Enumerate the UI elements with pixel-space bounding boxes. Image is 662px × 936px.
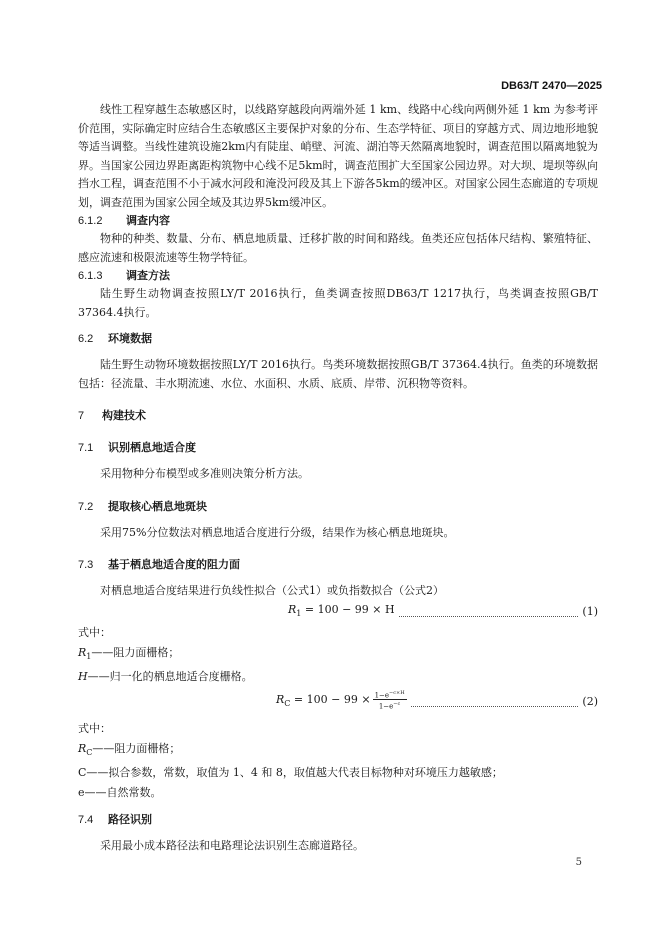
survey-method-paragraph: 陆生野生动物调查按照LY/T 2016执行，鱼类调查按照DB63/T 1217执行，鸟类调查按照GB/T 37364.4执行。 xyxy=(78,287,598,319)
equation-1-expression: $R_1 = 100 - 99 \times H$ xyxy=(288,602,395,618)
heading-6-1-3 xyxy=(78,267,598,285)
heading-number: 6.1.3 xyxy=(78,270,103,282)
fitting-paragraph: 对栖息地适合度结果进行负线性拟合（公式1）或负指数拟合（公式2） xyxy=(100,584,444,597)
heading-title: 基于栖息地适合度的阻力面 xyxy=(108,558,240,571)
heading-number: 6.2 xyxy=(78,333,94,345)
heading-title: 调查内容 xyxy=(126,214,170,227)
where-label-2: 式中： xyxy=(78,722,111,736)
heading-title: 调查方法 xyxy=(126,269,170,282)
document-code: DB63/T 2470—2025 xyxy=(501,80,602,92)
where-label-1: 式中： xyxy=(78,625,111,639)
definition-c: C——拟合参数，常数，取值为 1、4 和 8，取值越大代表目标物种对环境压力越敏感； xyxy=(78,766,503,780)
heading-title: 路径识别 xyxy=(108,813,152,827)
page-body xyxy=(78,101,598,856)
heading-title: 识别栖息地适合度 xyxy=(108,441,196,454)
path-identification-paragraph: 采用最小成本路径法和电路理论法识别生态廊道路径。 xyxy=(100,839,364,853)
definition-e: e——自然常数。 xyxy=(78,786,162,800)
equation-2-number: (2) xyxy=(582,694,598,708)
heading-number: 6.1.2 xyxy=(78,215,103,227)
equation-1-number: (1) xyxy=(582,604,598,618)
heading-number: 7.1 xyxy=(78,442,94,454)
heading-title: 环境数据 xyxy=(108,332,152,345)
intro-paragraph: 线性工程穿越生态敏感区时，以线路穿越段向两端外延 1 km、线路中心线向两侧外延 1 km 为参考评价范围，实际确定时应结合生态敏感区主要保护对象的分布、生态学特征、项目的穿越方式、周边地形地貌等适当调整。当线性建筑设施2km内有陡崖、峭壁、河流、湖泊等天然隔离地貌时，调查范围以隔离地貌为界。当国家公园边界距离距构筑物中心线不足5km时，调查范围扩大至国家公园边界。对大坝、堤坝等纵向挡水工程，调查范围不小于减水河段和淹没河段及其上下游各5km的缓冲区。对国家公园生态廊道的专项规划，调查范围为国家公园全域及其边界5km缓冲区。 xyxy=(78,103,598,209)
equation-2 xyxy=(78,689,598,715)
heading-number: 7.2 xyxy=(78,500,94,513)
heading-7-4 xyxy=(78,811,598,829)
equation-1 xyxy=(78,601,598,623)
heading-title: 提取核心栖息地斑块 xyxy=(108,499,207,513)
core-habitat-paragraph: 采用75%分位数法对栖息地适合度进行分级，结果作为核心栖息地斑块。 xyxy=(100,525,455,539)
page-number: 5 xyxy=(575,857,582,868)
heading-7-2 xyxy=(78,498,598,516)
survey-content-paragraph: 物种的种类、数量、分布、栖息地质量、迁移扩散的时间和路线。鱼类还应包括体尺结构、繁殖特征、感应流速和极限流速等生物学特征。 xyxy=(78,232,598,264)
definition-r1: $R_1——$阻力面栅格； xyxy=(78,645,180,661)
heading-number: 7.3 xyxy=(78,559,94,571)
heading-7-3 xyxy=(78,556,598,574)
equation-2-expression: $R_C = 100 - 99$ × $\frac{1-e^{-c\times H}}{1-e^{-c}}$ xyxy=(276,690,405,711)
definition-rc: $R_C——$阻力面栅格； xyxy=(78,742,181,758)
heading-number: 7 xyxy=(78,410,85,422)
environment-data-paragraph: 陆生野生动物环境数据按照LY/T 2016执行。鸟类环境数据按照GB/T 37364.4执行。鱼类的环境数据包括：径流量、丰水期流速、水位、水面积、水质、底质、岸带、沉积物等资料。 xyxy=(78,358,598,390)
equation-2-fraction: $\frac{1-e^{-c\times H}}{1-e^{-c}}$ xyxy=(374,690,405,711)
habitat-suitability-paragraph: 采用物种分布模型或多准则决策分析方法。 xyxy=(100,467,309,480)
heading-7 xyxy=(78,407,598,425)
heading-title: 构建技术 xyxy=(102,409,146,422)
heading-6-2 xyxy=(78,330,598,348)
heading-number: 7.4 xyxy=(78,814,94,827)
heading-6-1-2 xyxy=(78,212,598,230)
definition-h: H——归一化的栖息地适合度栅格。 xyxy=(78,669,253,683)
heading-7-1 xyxy=(78,439,598,457)
